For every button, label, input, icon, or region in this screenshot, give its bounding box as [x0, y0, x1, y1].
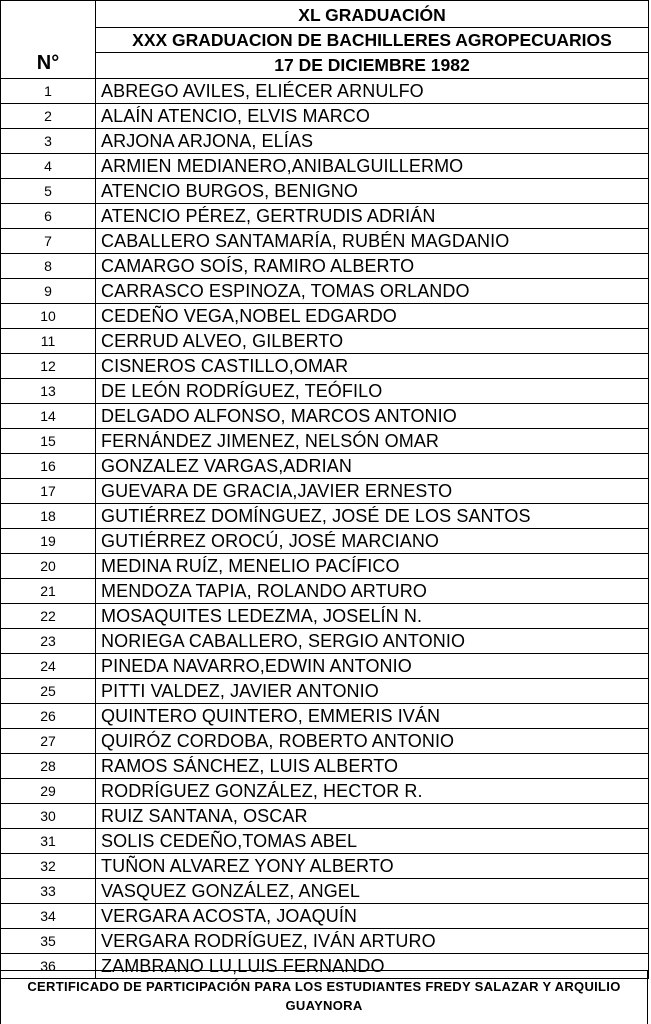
- row-number: 24: [1, 654, 96, 679]
- student-name: VERGARA ACOSTA, JOAQUÍN: [96, 904, 649, 929]
- student-name: NORIEGA CABALLERO, SERGIO ANTONIO: [96, 629, 649, 654]
- row-number: 22: [1, 604, 96, 629]
- table-row: [1, 679, 649, 704]
- row-number: 14: [1, 404, 96, 429]
- certificate-note: [0, 970, 648, 1024]
- row-number: 8: [1, 254, 96, 279]
- student-name: ABREGO AVILES, ELIÉCER ARNULFO: [96, 79, 649, 104]
- student-name: GUTIÉRREZ OROCÚ, JOSÉ MARCIANO: [96, 529, 649, 554]
- student-name: SOLIS CEDEÑO,TOMAS ABEL: [96, 829, 649, 854]
- title-block: [96, 1, 649, 79]
- student-name: MENDOZA TAPIA, ROLANDO ARTURO: [96, 579, 649, 604]
- table-row: [1, 904, 649, 929]
- student-name: CERRUD ALVEO, GILBERTO: [96, 329, 649, 354]
- student-name: ARMIEN MEDIANERO,ANIBALGUILLERMO: [96, 154, 649, 179]
- row-number: 18: [1, 504, 96, 529]
- table-row: [1, 829, 649, 854]
- student-name: CEDEÑO VEGA,NOBEL EDGARDO: [96, 304, 649, 329]
- row-number: 17: [1, 479, 96, 504]
- row-number: 2: [1, 104, 96, 129]
- table-row: [1, 429, 649, 454]
- row-number: 3: [1, 129, 96, 154]
- row-number: 33: [1, 879, 96, 904]
- row-number: 15: [1, 429, 96, 454]
- table-row: [1, 454, 649, 479]
- row-number: 16: [1, 454, 96, 479]
- table-row: [1, 404, 649, 429]
- student-name: GUTIÉRREZ DOMÍNGUEZ, JOSÉ DE LOS SANTOS: [96, 504, 649, 529]
- certificate-note-line-2: GUAYNORA: [285, 998, 363, 1013]
- student-name: RAMOS SÁNCHEZ, LUIS ALBERTO: [96, 754, 649, 779]
- row-number: 11: [1, 329, 96, 354]
- student-name: PINEDA NAVARRO,EDWIN ANTONIO: [96, 654, 649, 679]
- student-name: ALAÍN ATENCIO, ELVIS MARCO: [96, 104, 649, 129]
- student-name: RUIZ SANTANA, OSCAR: [96, 804, 649, 829]
- row-number: 28: [1, 754, 96, 779]
- row-number: 29: [1, 779, 96, 804]
- row-number: 32: [1, 854, 96, 879]
- student-name: ATENCIO BURGOS, BENIGNO: [96, 179, 649, 204]
- student-name: RODRÍGUEZ GONZÁLEZ, HECTOR R.: [96, 779, 649, 804]
- row-number: 5: [1, 179, 96, 204]
- table-row: [1, 729, 649, 754]
- table-row: [1, 379, 649, 404]
- table-row: [1, 229, 649, 254]
- row-number: 30: [1, 804, 96, 829]
- student-name: GUEVARA DE GRACIA,JAVIER ERNESTO: [96, 479, 649, 504]
- student-name: DE LEÓN RODRÍGUEZ, TEÓFILO: [96, 379, 649, 404]
- row-number: 27: [1, 729, 96, 754]
- row-number: 19: [1, 529, 96, 554]
- student-name: CARRASCO ESPINOZA, TOMAS ORLANDO: [96, 279, 649, 304]
- row-number: 9: [1, 279, 96, 304]
- student-name: GONZALEZ VARGAS,ADRIAN: [96, 454, 649, 479]
- row-number: 34: [1, 904, 96, 929]
- student-name: ZAMBRANO LU,LUIS FERNANDO: [96, 954, 649, 979]
- table-row: [1, 779, 649, 804]
- table-row: [1, 579, 649, 604]
- row-number: 6: [1, 204, 96, 229]
- student-name: PITTI VALDEZ, JAVIER ANTONIO: [96, 679, 649, 704]
- student-name: CISNEROS CASTILLO,OMAR: [96, 354, 649, 379]
- table-row: [1, 554, 649, 579]
- row-number: 7: [1, 229, 96, 254]
- table-row: [1, 604, 649, 629]
- table-row: [1, 629, 649, 654]
- table-row: [1, 79, 649, 104]
- table-row: [1, 179, 649, 204]
- student-name: TUÑON ALVAREZ YONY ALBERTO: [96, 854, 649, 879]
- graduation-subtitle: XXX GRADUACION DE BACHILLERES AGROPECUARIOS: [96, 28, 648, 53]
- table-row: [1, 854, 649, 879]
- table-row: [1, 929, 649, 954]
- row-number: 4: [1, 154, 96, 179]
- row-number: 1: [1, 79, 96, 104]
- table-row: [1, 704, 649, 729]
- table-row: [1, 329, 649, 354]
- row-number: 10: [1, 304, 96, 329]
- student-name: CAMARGO SOÍS, RAMIRO ALBERTO: [96, 254, 649, 279]
- student-name: ARJONA ARJONA, ELÍAS: [96, 129, 649, 154]
- graduation-date: 17 DE DICIEMBRE 1982: [274, 54, 470, 75]
- row-number: 12: [1, 354, 96, 379]
- table-header-row: [1, 1, 649, 79]
- table-row: [1, 654, 649, 679]
- number-column-header: N°: [1, 1, 96, 79]
- table-row: [1, 254, 649, 279]
- student-name: VASQUEZ GONZÁLEZ, ANGEL: [96, 879, 649, 904]
- table-row: [1, 479, 649, 504]
- row-number: 25: [1, 679, 96, 704]
- row-number: 36: [1, 954, 96, 979]
- student-name: DELGADO ALFONSO, MARCOS ANTONIO: [96, 404, 649, 429]
- table-row: [1, 129, 649, 154]
- row-number: 35: [1, 929, 96, 954]
- graduation-title: XL GRADUACIÓN: [96, 3, 648, 28]
- row-number: 31: [1, 829, 96, 854]
- table-row: [1, 754, 649, 779]
- student-name: ATENCIO PÉREZ, GERTRUDIS ADRIÁN: [96, 204, 649, 229]
- student-name: FERNÁNDEZ JIMENEZ, NELSÓN OMAR: [96, 429, 649, 454]
- row-number: 20: [1, 554, 96, 579]
- student-name: MOSAQUITES LEDEZMA, JOSELÍN N.: [96, 604, 649, 629]
- student-name: CABALLERO SANTAMARÍA, RUBÉN MAGDANIO: [96, 229, 649, 254]
- student-name: QUINTERO QUINTERO, EMMERIS IVÁN: [96, 704, 649, 729]
- student-name: MEDINA RUÍZ, MENELIO PACÍFICO: [96, 554, 649, 579]
- row-number: 21: [1, 579, 96, 604]
- table-row: [1, 504, 649, 529]
- table-row: [1, 804, 649, 829]
- table-row: [1, 354, 649, 379]
- row-number: 26: [1, 704, 96, 729]
- student-name: QUIRÓZ CORDOBA, ROBERTO ANTONIO: [96, 729, 649, 754]
- table-row: [1, 154, 649, 179]
- table-row: [1, 304, 649, 329]
- table-row: [1, 529, 649, 554]
- certificate-note-line-1: CERTIFICADO DE PARTICIPACIÓN PARA LOS ESTUDIANTES FREDY SALAZAR Y ARQUILIO: [27, 979, 621, 994]
- student-name: VERGARA RODRÍGUEZ, IVÁN ARTURO: [96, 929, 649, 954]
- table-row: [1, 204, 649, 229]
- table-row: [1, 104, 649, 129]
- table-row: [1, 279, 649, 304]
- table-row: [1, 879, 649, 904]
- row-number: 13: [1, 379, 96, 404]
- row-number: 23: [1, 629, 96, 654]
